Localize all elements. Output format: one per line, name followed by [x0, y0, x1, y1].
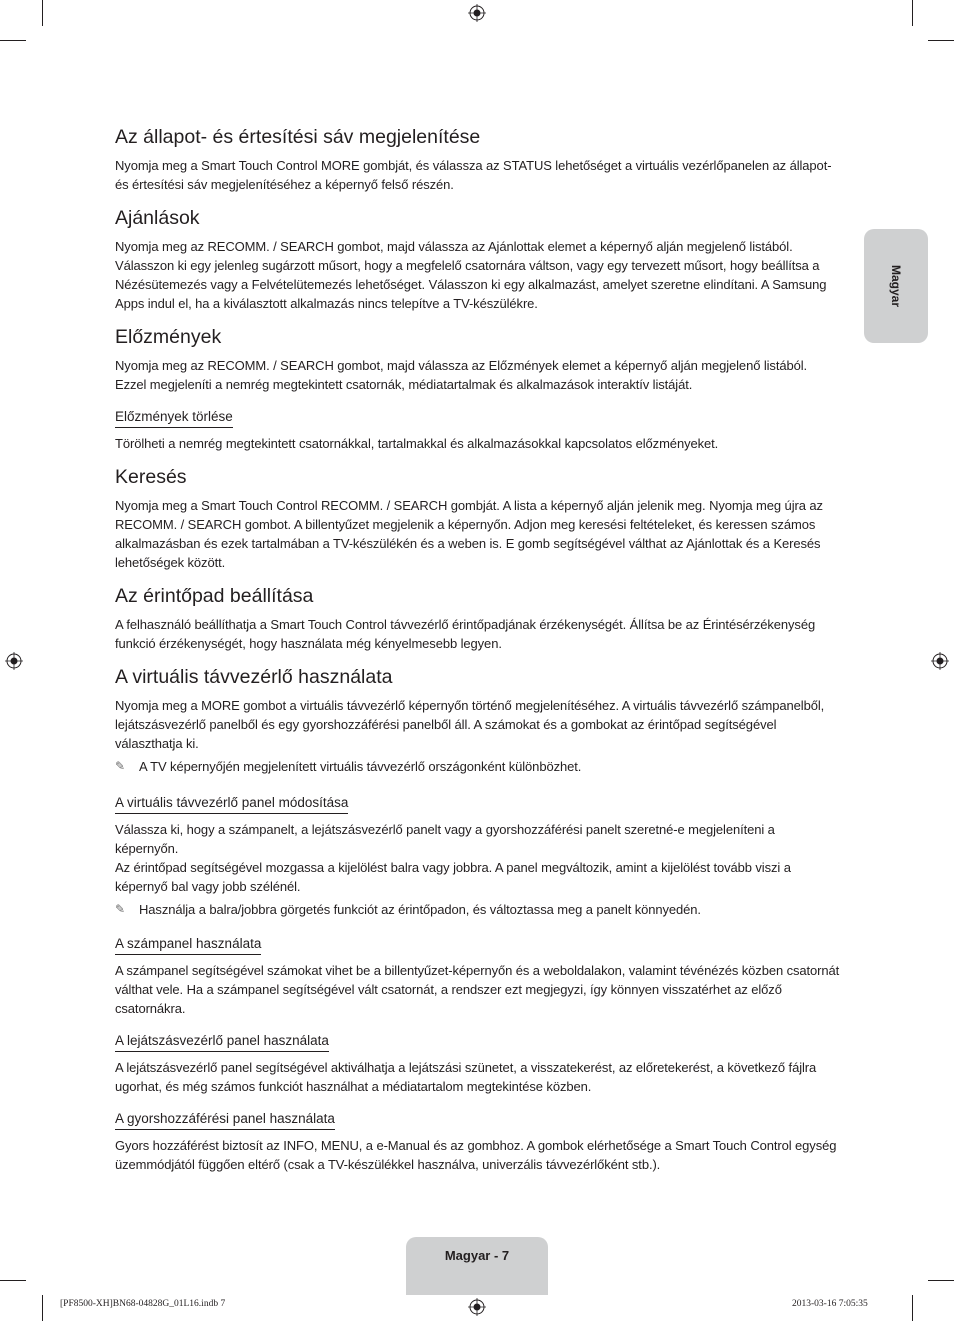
subsection-body: Válassza ki, hogy a számpanelt, a lejátszásvezérlő panelt vagy a gyorshozzáférési panelt szeretné-e megjeleníteni a képernyőn.: [115, 822, 775, 856]
section-title: Az érintőpad beállítása: [115, 585, 314, 607]
subsection-body: Törölheti a nemrég megtekintett csatornákkal, tartalmakkal és alkalmazásokkal kapcsolatos előzményeket.: [115, 436, 719, 451]
registration-mark-icon: [5, 652, 23, 670]
registration-mark-icon: [931, 652, 949, 670]
subsection-title: A virtuális távvezérlő panel módosítása: [115, 794, 348, 814]
subsection-numpad: [115, 935, 841, 1018]
section-history: [115, 324, 841, 453]
subsection-title: A gyorshozzáférési panel használata: [115, 1110, 335, 1130]
subsection-body: Gyors hozzáférést biztosít az INFO, MENU, a e-Manual és az gombhoz. A gombok elérhetősége a Smart Touch Control egység üzemmódjától függően eltérő (csak a TV-készülékkel használva, univerzális távvezérlőként stb.).: [115, 1138, 837, 1172]
subsection-panel-change: [115, 794, 841, 919]
crop-mark: [42, 0, 43, 26]
note-text: A TV képernyőjén megjelenített virtuális távvezérlő országonként különbözhet.: [139, 759, 582, 774]
section-body: Nyomja meg az RECOMM. / SEARCH gombot, majd válassza az Ajánlottak elemet a képernyő alján megjelenő listából. Válasszon ki egy jelenleg sugárzott műsort, hogy a megfelelő csatornára váltson, vagy egy tervezett műsort, hogy beállítsa a Nézésütemezés vagy a Felvételütemezés lehetőséget. Válasszon ki egy alkalmazást, amelyet szeretne elindítani. A Samsung Apps indul el, ha a kiválasztott alkalmazás nincs telepítve a TV-készülékre.: [115, 239, 827, 311]
crop-mark: [928, 1280, 954, 1281]
note-text: Használja a balra/jobbra görgetés funkciót az érintőpadon, és változtassa meg a panelt könnyedén.: [139, 902, 701, 917]
language-side-tab: [864, 229, 928, 343]
subsection-title: Előzmények törlése: [115, 408, 233, 428]
note: [115, 757, 841, 776]
section-title: Ajánlások: [115, 207, 200, 229]
section-body: Nyomja meg a Smart Touch Control RECOMM. / SEARCH gombját. A lista a képernyő alján jelenik meg. Nyomja meg újra az RECOMM. / SEARCH gombot. A billentyűzet megjelenik a képernyőn. Adjon meg keresési feltételeket, és keressen számos alkalmazásban és ezek tartalmában a TV-készülékén és a weben is. E gomb segítségével válthat az Ajánlottak és a Keresés lehetőségek között.: [115, 498, 823, 570]
footer-timestamp: 2013-03-16 7:05:35: [792, 1299, 868, 1309]
section-body: Nyomja meg az RECOMM. / SEARCH gombot, majd válassza az Előzmények elemet a képernyő alján megjelenő listából. Ezzel megjeleníti a nemrég megtekintett csatornák, médiatartalmak és alkalmazások interaktív listáját.: [115, 358, 808, 392]
document-body: [115, 124, 841, 1185]
subsection-body: Az érintőpad segítségével mozgassa a kijelölést balra vagy jobbra. A panel megváltozik, amint a kijelölést tovább viszi a képernyő bal vagy jobb szélénél.: [115, 860, 791, 894]
crop-mark: [912, 1295, 913, 1321]
section-touchpad-settings: [115, 583, 841, 653]
section-body: A felhasználó beállíthatja a Smart Touch Control távvezérlő érintőpadjának érzékenységét. Állítsa be az Érintésérzékenység funkció érzékenységét, hogy használata még kényelmesebb legyen.: [115, 617, 816, 651]
crop-mark: [0, 40, 26, 41]
registration-mark-icon: [468, 1298, 486, 1316]
subsection-clear-history: [115, 408, 841, 453]
subsection-playback-panel: [115, 1032, 841, 1096]
section-virtual-remote: [115, 664, 841, 776]
subsection-body: A lejátszásvezérlő panel segítségével aktiválhatja a lejátszási szünetet, a visszatekerést, az előretekerést, a következő fájlra ugorhat, és még számos funkciót használhat a médiatartalom megtekintése közben.: [115, 1060, 817, 1094]
crop-mark: [42, 1295, 43, 1321]
section-status-bar: [115, 124, 841, 194]
crop-mark: [0, 1280, 26, 1281]
note: [115, 900, 841, 919]
section-title: Keresés: [115, 466, 187, 488]
crop-mark: [928, 40, 954, 41]
language-side-tab-label: Magyar: [889, 264, 903, 308]
section-body: Nyomja meg a Smart Touch Control MORE gombját, és válassza az STATUS lehetőséget a virtuális vezérlőpanelen az állapot- és értesítési sáv megjelenítéséhez a képernyő felső részén.: [115, 158, 832, 192]
subsection-quick-access: [115, 1110, 841, 1174]
section-title: Az állapot- és értesítési sáv megjelenítése: [115, 126, 481, 148]
subsection-body: A számpanel segítségével számokat vihet be a billentyűzet-képernyőn és a weboldalakon, valamint tévénézés közben csatornát válthat vele. Ha a számpanel segítségével vált csatornát, a rendszer ezt megjegyzi, így könnyen visszatérhet az előző csatornákra.: [115, 963, 840, 1016]
section-body: Nyomja meg a MORE gombot a virtuális távvezérlő képernyőn történő megjelenítéséhez. A virtuális távvezérlő számpanelből, lejátszásvezérlő panelből és egy gyorshozzáférési panelből áll. A számokat és a gombokat az érintőpad segítségével választhatja ki.: [115, 698, 825, 751]
pencil-note-icon: ✎: [115, 902, 126, 916]
section-title: A virtuális távvezérlő használata: [115, 666, 393, 688]
section-recommendations: [115, 205, 841, 313]
subsection-title: A lejátszásvezérlő panel használata: [115, 1032, 329, 1052]
section-search: [115, 464, 841, 572]
section-title: Előzmények: [115, 326, 222, 348]
footer-file-info: [PF8500-XH]BN68-04828G_01L16.indb 7: [60, 1299, 226, 1309]
subsection-title: A számpanel használata: [115, 935, 261, 955]
pencil-note-icon: ✎: [115, 759, 126, 773]
page-number: Magyar - 7: [444, 1248, 510, 1263]
registration-mark-icon: [468, 4, 486, 22]
page-number-tab: [406, 1237, 548, 1295]
crop-mark: [912, 0, 913, 26]
